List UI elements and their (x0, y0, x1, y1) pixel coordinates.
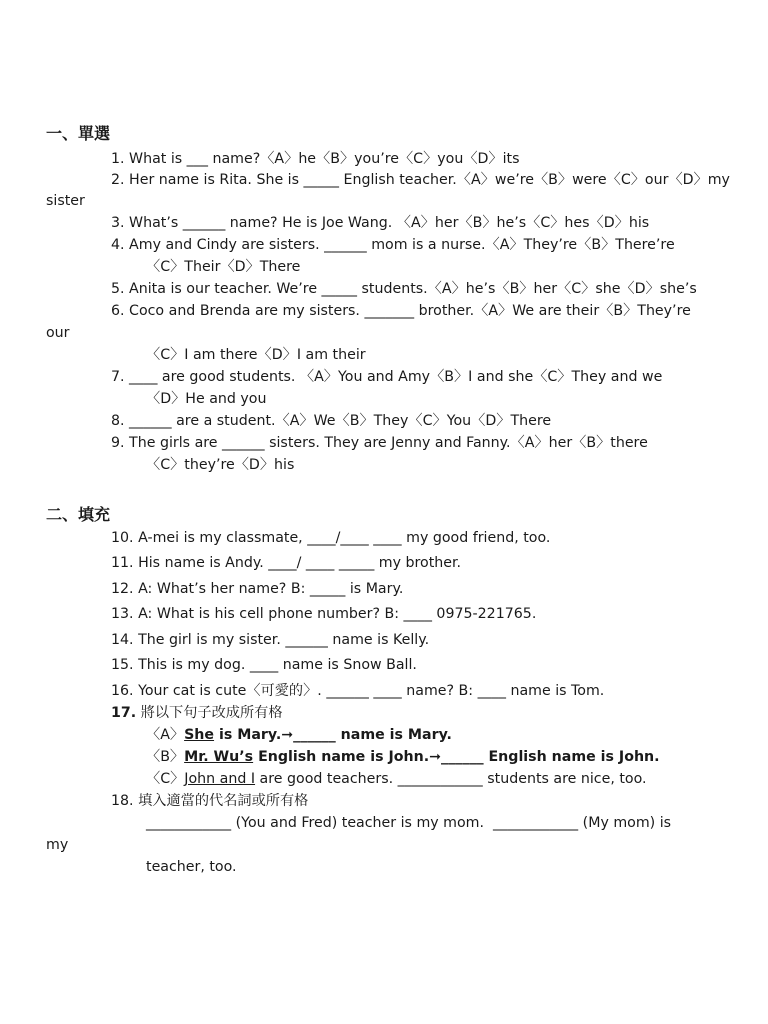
question-8: 8. ______ are a student.〈A〉We〈B〉They〈C〉You〈D〉There (111, 413, 552, 429)
question-4: 4. Amy and Cindy are sisters. ______ mom is a nurse.〈A〉They’re〈B〉There’re (111, 237, 675, 253)
question-14: 14. The girl is my sister. ______ name is Kelly. (111, 632, 430, 648)
question-17-c (146, 770, 647, 788)
question-6-wrap: our (46, 325, 70, 341)
underlined-word: John and I (184, 771, 256, 787)
question-2-wrap: sister (46, 193, 85, 209)
underlined-word: Mr. Wu’s (184, 749, 254, 765)
question-18-wrap: my (46, 837, 69, 853)
question-13: 13. A: What is his cell phone number? B: ____ 0975-221765. (111, 606, 537, 622)
question-7: 7. ____ are good students. 〈A〉You and Amy〈B〉I and she〈C〉They and we (111, 369, 663, 385)
question-15: 15. This is my dog. ____ name is Snow Ball. (111, 657, 417, 673)
question-6: 6. Coco and Brenda are my sisters. _______ brother.〈A〉We are their〈B〉They’re (111, 303, 691, 319)
question-18: 18. 填入適當的代名詞或所有格 (111, 793, 309, 809)
question-17-number: 17. (111, 705, 137, 721)
question-17-a (146, 726, 452, 744)
question-1: 1. What is ___ name?〈A〉he〈B〉you’re〈C〉you〈D〉its (111, 151, 520, 167)
sentence-rest: English name is John.➞______ English name is John. (253, 749, 660, 765)
question-6-options: 〈C〉I am there〈D〉I am their (146, 347, 366, 363)
question-2: 2. Her name is Rita. She is _____ English teacher.〈A〉we’re〈B〉were〈C〉our〈D〉my (111, 172, 730, 188)
underlined-word: She (184, 727, 215, 743)
question-9: 9. The girls are ______ sisters. They are Jenny and Fanny.〈A〉her〈B〉there (111, 435, 648, 451)
option-label: 〈B〉 (146, 749, 185, 765)
sentence-rest: are good teachers. ____________ students are nice, too. (255, 771, 647, 787)
question-7-options: 〈D〉He and you (146, 391, 267, 407)
question-5: 5. Anita is our teacher. We’re _____ students.〈A〉he’s〈B〉her〈C〉she〈D〉she’s (111, 281, 697, 297)
question-18-line-1: ____________ (You and Fred) teacher is my mom. ____________ (My mom) is (146, 815, 672, 831)
question-9-options: 〈C〉they’re〈D〉his (146, 457, 295, 473)
question-10: 10. A-mei is my classmate, ____/____ ____ my good friend, too. (111, 530, 551, 546)
question-17 (111, 704, 283, 722)
question-18-line-2: teacher, too. (146, 859, 237, 875)
option-label: 〈C〉 (146, 771, 185, 787)
question-17-instruction: 將以下句子改成所有格 (136, 705, 283, 721)
section-1-heading: 一、單選 (46, 124, 111, 143)
question-3: 3. What’s ______ name? He is Joe Wang. 〈A〉her〈B〉he’s〈C〉hes〈D〉his (111, 215, 650, 231)
option-label: 〈A〉 (146, 727, 185, 743)
section-2-heading: 二、填充 (46, 505, 111, 524)
question-4-options: 〈C〉Their〈D〉There (146, 259, 301, 275)
sentence-rest: is Mary.➞______ name is Mary. (214, 727, 452, 743)
question-17-b (146, 748, 660, 766)
question-16: 16. Your cat is cute〈可愛的〉. ______ ____ name? B: ____ name is Tom. (111, 683, 605, 699)
question-11: 11. His name is Andy. ____/ ____ _____ my brother. (111, 555, 462, 571)
question-12: 12. A: What’s her name? B: _____ is Mary. (111, 581, 404, 597)
